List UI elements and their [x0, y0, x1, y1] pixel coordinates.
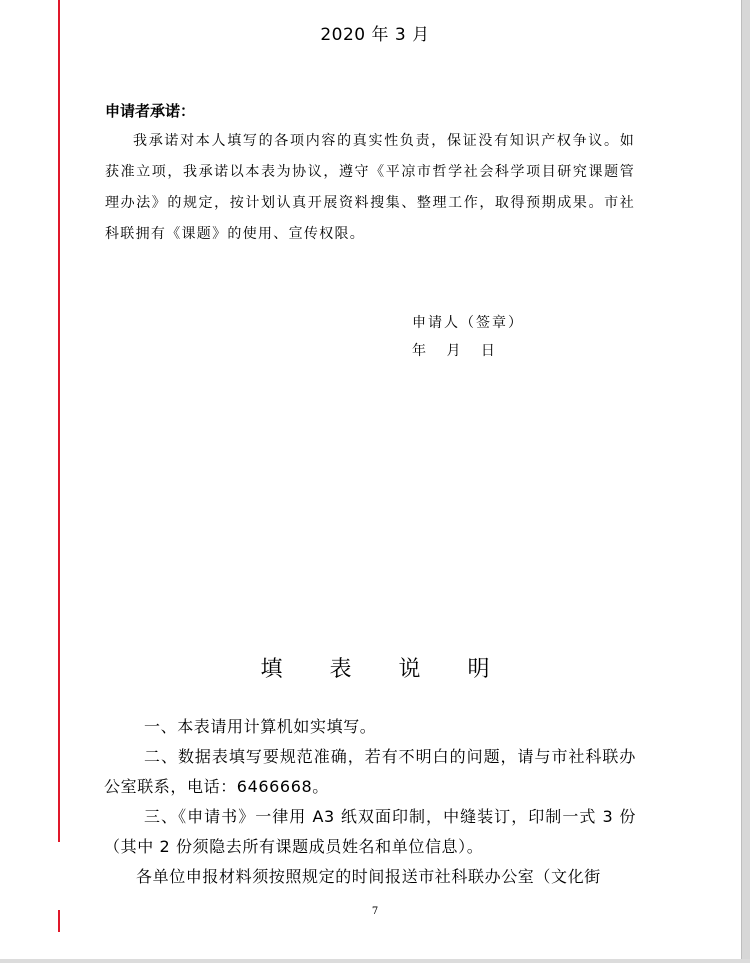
page-number: 7 [371, 906, 379, 917]
signature-label: 申请人（签章） [412, 315, 524, 331]
instruction-item-2: 二、数据表填写要规范准确，若有不明白的问题，请与市社科联办公室联系，电话：6466668。 [104, 747, 636, 796]
instruction-item-1: 一、本表请用计算机如实填写。 [144, 717, 377, 736]
red-margin-line [58, 0, 60, 842]
instructions-title: 填 表 说 明 [260, 657, 510, 682]
page-right-gutter [742, 0, 750, 963]
commitment-body: 我承诺对本人填写的各项内容的真实性负责，保证没有知识产权争议。如获准立项，我承诺以本表为协议，遵守《平凉市哲学社会科学项目研究课题管理办法》的规定，按计划认真开展资料搜集、整理工作，取得预期成果。市社科联拥有《课题》的使用、宣传权限。 [105, 133, 635, 242]
page-bottom-gutter [0, 959, 750, 963]
instruction-item-3: 三、《申请书》一律用 A3 纸双面印制，中缝装订，印制一式 3 份（其中 2 份须隐去所有课题成员姓名和单位信息）。 [104, 807, 636, 856]
signature-date: 年 月 日 [412, 343, 496, 359]
commitment-title: 申请者承诺： [105, 102, 196, 120]
instruction-item-4: 各单位申报材料须按照规定的时间报送市社科联办公室（文化街 [136, 867, 601, 886]
document-date: 2020 年 3 月 [320, 25, 430, 45]
